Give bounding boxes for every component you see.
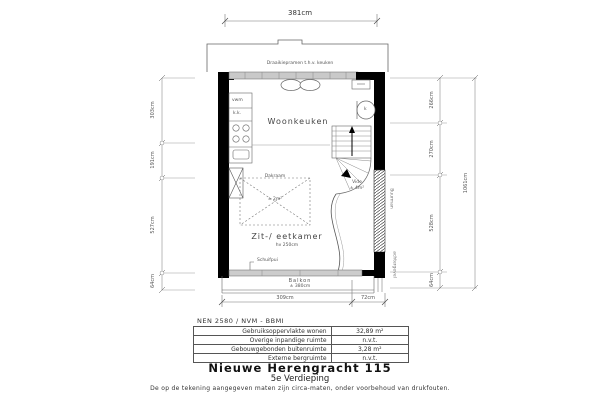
dim-bottom-left-label: 309cm [276,295,294,301]
skylight-top-label: Dakraam [264,174,286,179]
dim-left-4: 64cm [150,274,156,288]
nen-row-value: n.v.t. [331,336,408,345]
schuifpui-label: Schuifpui [257,258,278,263]
dim-right-2: 270cm [429,140,435,158]
vide-label: Vide [352,180,362,185]
nen-header: NEN 2580 / NVM - BBMI [197,317,285,325]
roof-window-ovals [281,80,320,91]
kitchen-counter [229,93,252,163]
nen-row-value: 3,28 m² [331,345,408,354]
sliding-door [229,262,362,276]
cupboard [229,168,243,198]
side-note-upper: Buurman [388,188,394,209]
dim-right-1: 266cm [429,91,435,109]
dim-right-4: 64cm [429,273,435,287]
vide-sub-label: ± 4m² [349,186,365,191]
boiler-label: k [364,107,367,112]
nen-row-value: n.v.t. [331,354,408,363]
dimension-left [159,75,195,293]
nen-row-label: Gebouwgebonden buitenruimte [194,345,332,354]
nen-table-block [193,317,409,363]
room-label-woonkeuken: Woonkeuken [267,117,329,126]
skylight-sub-label: ± 2m² [267,197,283,202]
kitchen-label-kk: k.k. [233,111,242,116]
window-note: Draaikiepramen t.h.v. keuken [266,61,334,66]
nen-row-label: Externe bergruimte [194,354,332,363]
room-label-balkon: Balkon [288,278,312,284]
nen-row-value: 32,89 m² [331,327,408,336]
room-label-zitkamer: Zit-/ eetkamer [251,232,323,241]
dim-right-total: 1061cm [463,172,469,194]
dim-right-3: 528cm [429,214,435,232]
side-note-lower: achtergevel [391,251,397,278]
dim-left-3: 527cm [150,216,156,234]
balkon-sub-label: ± 380cm [289,284,311,289]
nen-row-label: Gebruiksoppervlakte wonen [194,327,332,336]
page-subtitle: 5e Verdieping [270,374,330,384]
nen-table [193,326,409,363]
table-row [194,336,409,345]
dim-left-1: 303cm [150,101,156,119]
dim-left-2: 191cm [150,151,156,169]
page-title: Nieuwe Herengracht 115 [208,361,392,375]
dim-bottom-right-label: 72cm [361,295,375,301]
disclaimer-text: De op de tekening aangegeven maten zijn circa-maten, onder voorbehoud van drukfouten. [150,385,450,392]
table-row [194,345,409,354]
zitkamer-sub-label: hv 250cm [275,243,299,248]
nen-row-label: Overige inpandige ruimte [194,336,332,345]
vent-box [352,80,370,89]
dim-top-label: 381cm [287,9,313,17]
kitchen-label-vwm: vwm [232,98,243,103]
table-row [194,327,409,336]
roof-outline [207,40,388,72]
